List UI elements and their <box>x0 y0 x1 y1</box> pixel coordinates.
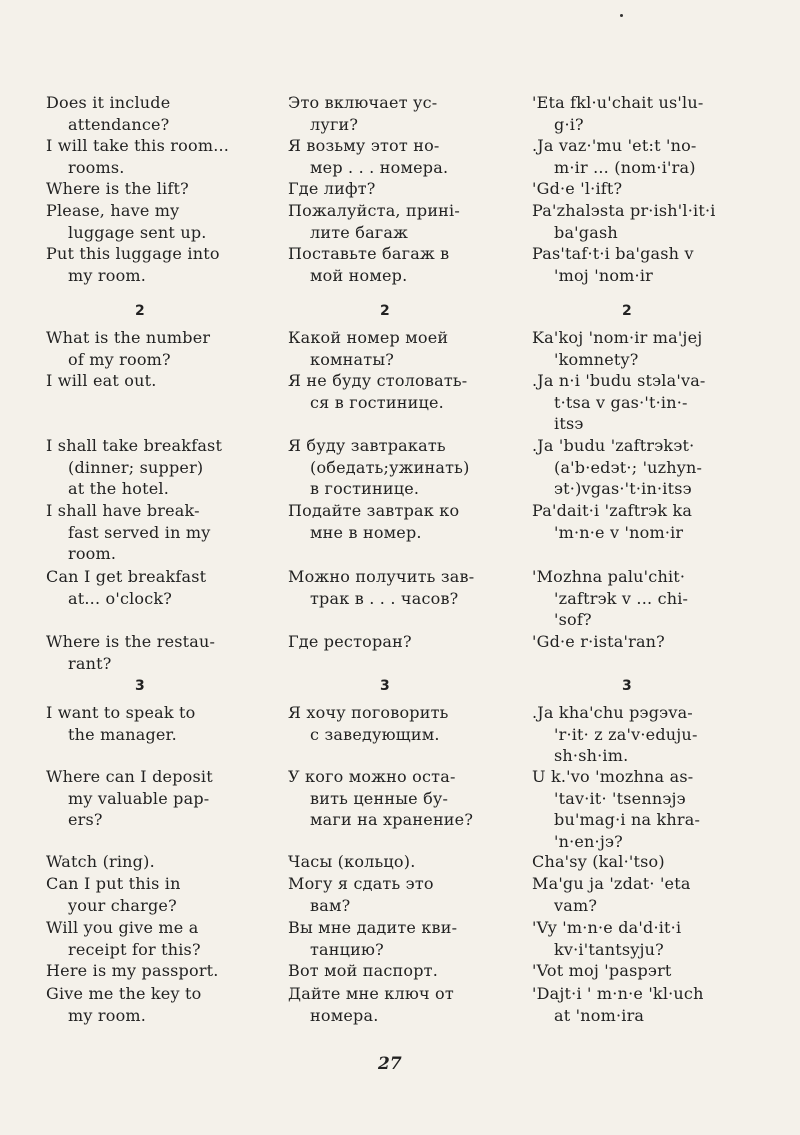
phrase-line: Где ресторан? <box>288 632 412 651</box>
phrase-line: Могу я сдать это <box>288 874 434 893</box>
phrase-line: 'Dajt·i ' m·n·e 'kl·uch <box>532 984 704 1003</box>
phrase-line: I shall take breakfast <box>46 436 223 455</box>
phrase-line: Watch (ring). <box>46 852 155 871</box>
phrase-tr <box>532 873 762 916</box>
phrase-line: 'r·it· z za'v·eduju- <box>554 724 698 744</box>
phrase-line: U k.'vo 'mozhna as- <box>532 767 694 786</box>
phrase-line: Дайте мне ключ от <box>288 984 454 1003</box>
phrase-line: 'Gd·e r·ista'ran? <box>532 632 665 651</box>
phrase-line: I will eat out. <box>46 371 157 390</box>
phrase-line: с заведующим. <box>310 724 440 744</box>
section-number: 2 <box>380 303 390 319</box>
phrase-line: Пожалуйста, прині- <box>288 201 460 220</box>
phrase-line: 'm·n·e v 'nom·ir <box>554 522 684 542</box>
phrase-en <box>46 851 246 873</box>
phrase-en <box>46 702 246 745</box>
phrase-line: мой номер. <box>310 265 408 285</box>
phrase-line: Я хочу поговорить <box>288 703 449 722</box>
phrase-line: Я возьму этот но- <box>288 136 440 155</box>
phrase-line: ers? <box>68 810 103 829</box>
phrase-line: 'komnety? <box>554 349 639 369</box>
phrase-line: Where can I deposit <box>46 767 213 786</box>
phrase-line: Это включает ус- <box>288 93 438 112</box>
phrase-line: Часы (кольцо). <box>288 852 416 871</box>
phrase-ru <box>288 566 488 609</box>
section-number: 2 <box>622 303 632 319</box>
phrase-line: I will take this room... <box>46 136 230 155</box>
phrase-line: Можно получить зав- <box>288 567 475 586</box>
phrase-line: ba'gash <box>554 222 618 242</box>
section-number: 2 <box>135 303 145 319</box>
page-number: 27 <box>378 1054 402 1074</box>
phrase-line: У кого можно оста- <box>288 767 456 786</box>
phrase-line: 'Gd·e 'l·ift? <box>532 179 623 198</box>
phrase-line: I shall have break- <box>46 501 200 520</box>
phrase-line: vam? <box>554 895 598 915</box>
phrase-tr <box>532 566 762 631</box>
phrase-tr <box>532 135 762 178</box>
phrase-en <box>46 435 246 500</box>
phrase-line: Pa'dait·i 'zaftrэk ka <box>532 501 693 520</box>
phrase-tr <box>532 92 762 135</box>
phrase-line: мер . . . номера. <box>310 157 449 177</box>
phrase-line: receipt for this? <box>68 939 201 959</box>
phrase-en <box>46 243 246 286</box>
phrase-line: эt·)vgas·'t·in·itsэ <box>554 479 692 498</box>
phrase-line: (dinner; supper) <box>68 457 204 477</box>
phrase-line: Put this luggage into <box>46 244 220 263</box>
phrase-line: Where is the restau- <box>46 632 216 651</box>
phrase-line: вам? <box>310 895 351 915</box>
phrase-line: your charge? <box>68 895 177 915</box>
phrase-ru <box>288 327 488 370</box>
phrase-line: маги на хранение? <box>310 810 474 829</box>
phrase-ru <box>288 435 488 500</box>
phrase-ru <box>288 92 488 135</box>
phrase-line: at 'nom·ira <box>554 1005 645 1025</box>
phrase-tr <box>532 917 762 960</box>
phrase-tr <box>532 983 762 1026</box>
phrase-line: my room. <box>68 1005 147 1025</box>
phrase-tr <box>532 851 762 873</box>
phrase-tr <box>532 702 762 767</box>
phrase-en <box>46 92 246 135</box>
phrase-line: (обедать;ужинать) <box>310 457 470 477</box>
phrase-tr <box>532 370 762 435</box>
phrase-line: комнаты? <box>310 349 395 369</box>
phrase-en <box>46 327 246 370</box>
phrase-ru <box>288 917 488 960</box>
phrase-en <box>46 178 246 200</box>
phrase-line: Can I get breakfast <box>46 567 207 586</box>
phrase-line: 'moj 'nom·ir <box>554 265 654 285</box>
phrase-line: Вот мой паспорт. <box>288 961 438 980</box>
phrase-en <box>46 983 246 1026</box>
phrase-line: 'sof? <box>554 610 592 629</box>
phrase-line: Here is my passport. <box>46 961 219 980</box>
phrase-en <box>46 873 246 916</box>
phrase-line: мне в номер. <box>310 522 422 542</box>
phrase-line: Какой номер моей <box>288 328 449 347</box>
phrase-line: в гостинице. <box>310 479 420 498</box>
phrase-tr <box>532 178 762 200</box>
phrase-tr <box>532 435 762 500</box>
phrase-line: 'zaftrэk v ... chi- <box>554 588 689 608</box>
phrase-en <box>46 135 246 178</box>
phrase-line: t·tsa v gas·'t·in·- <box>554 392 688 412</box>
phrase-line: 'Vy 'm·n·e da'd·it·i <box>532 918 682 937</box>
phrase-en <box>46 766 246 831</box>
phrase-line: fast served in my <box>68 522 211 542</box>
phrase-line: .Ja vaz·'mu 'et:t 'no- <box>532 136 697 155</box>
phrase-line: luggage sent up. <box>68 222 207 242</box>
phrase-line: my room. <box>68 265 147 285</box>
phrase-line: my valuable pap- <box>68 788 210 808</box>
print-speck <box>620 14 623 17</box>
phrase-line: kv·i'tantsyju? <box>554 939 664 959</box>
phrase-line: 'n·en·jэ? <box>554 831 623 851</box>
phrase-tr <box>532 766 762 852</box>
phrase-line: bu'mag·i na khra- <box>554 810 701 829</box>
phrase-line: Please, have my <box>46 201 180 220</box>
phrase-line: 'tav·it· 'tsennэjэ <box>554 788 686 808</box>
phrase-en <box>46 500 246 565</box>
phrase-line: вить ценные бу- <box>310 788 449 808</box>
phrase-tr <box>532 327 762 370</box>
phrase-line: Вы мне дадите кви- <box>288 918 458 937</box>
phrase-line: at... o'clock? <box>68 588 173 608</box>
phrase-line: room. <box>68 544 117 563</box>
phrase-line: Does it include <box>46 93 171 112</box>
phrase-line: What is the number <box>46 328 211 347</box>
phrase-tr <box>532 631 762 653</box>
phrase-line: (a'b·edэt·; 'uzhyn- <box>554 457 703 477</box>
phrase-line: Pa'zhalэsta pr·ish'l·it·i <box>532 201 716 220</box>
phrase-line: the manager. <box>68 724 177 744</box>
phrase-line: Я не буду столовать- <box>288 371 468 390</box>
phrase-line: Поставьте багаж в <box>288 244 450 263</box>
phrase-ru <box>288 766 488 831</box>
phrase-line: .Ja n·i 'budu stэla'va- <box>532 371 706 390</box>
phrase-en <box>46 566 246 609</box>
phrase-tr <box>532 243 762 286</box>
phrase-ru <box>288 873 488 916</box>
phrase-line: Где лифт? <box>288 179 376 198</box>
phrase-ru <box>288 200 488 243</box>
phrase-tr <box>532 960 762 982</box>
phrase-ru <box>288 178 488 200</box>
phrase-tr <box>532 200 762 243</box>
phrase-line: трак в . . . часов? <box>310 588 459 608</box>
phrase-line: .Ja kha'chu pэgэva- <box>532 703 693 722</box>
phrase-ru <box>288 370 488 413</box>
phrase-ru <box>288 960 488 982</box>
phrase-line: at the hotel. <box>68 479 169 498</box>
phrase-line: sh·sh·im. <box>554 746 629 765</box>
phrase-line: attendance? <box>68 114 170 134</box>
phrase-line: m·ir ... (nom·i'ra) <box>554 157 696 177</box>
phrase-line: of my room? <box>68 349 171 369</box>
phrase-en <box>46 960 246 982</box>
section-number: 3 <box>135 678 145 694</box>
phrase-ru <box>288 983 488 1026</box>
phrase-line: Pas'taf·t·i ba'gash v <box>532 244 694 263</box>
phrase-line: Ma'gu ja 'zdat· 'eta <box>532 874 691 893</box>
phrase-line: Я буду завтракать <box>288 436 446 455</box>
phrase-tr <box>532 500 762 543</box>
phrase-line: rant? <box>68 653 112 673</box>
phrase-line: Подайте завтрак ко <box>288 501 460 520</box>
phrase-line: Will you give me a <box>46 918 199 937</box>
phrase-line: 'Mozhna palu'chit· <box>532 567 686 586</box>
phrase-en <box>46 917 246 960</box>
section-number: 3 <box>380 678 390 694</box>
phrase-ru <box>288 243 488 286</box>
phrase-ru <box>288 500 488 543</box>
phrase-line: Cha'sy (kal·'tso) <box>532 852 665 871</box>
phrase-en <box>46 631 246 674</box>
phrase-line: g·i? <box>554 114 584 134</box>
phrase-line: 'Vot moj 'paspэrt <box>532 961 672 980</box>
phrase-line: I want to speak to <box>46 703 196 722</box>
phrase-ru <box>288 851 488 873</box>
phrase-line: ся в гостинице. <box>310 392 444 412</box>
phrase-line: Can I put this in <box>46 874 181 893</box>
phrase-line: Where is the lift? <box>46 179 189 198</box>
phrase-ru <box>288 135 488 178</box>
phrase-line: Give me the key to <box>46 984 202 1003</box>
phrase-line: rooms. <box>68 157 125 177</box>
phrase-line: луги? <box>310 114 359 134</box>
phrase-line: Ka'koj 'nom·ir ma'jej <box>532 328 703 347</box>
phrase-en <box>46 370 246 392</box>
phrase-ru <box>288 702 488 745</box>
phrase-line: .Ja 'budu 'zaftrэkэt· <box>532 436 695 455</box>
phrase-en <box>46 200 246 243</box>
phrase-line: itsэ <box>554 414 584 433</box>
phrase-line: 'Eta fkl·u'chait us'lu- <box>532 93 704 112</box>
phrase-line: лите багаж <box>310 222 409 242</box>
phrase-line: танцию? <box>310 939 384 959</box>
phrase-line: номера. <box>310 1005 379 1025</box>
section-number: 3 <box>622 678 632 694</box>
phrase-ru <box>288 631 488 653</box>
